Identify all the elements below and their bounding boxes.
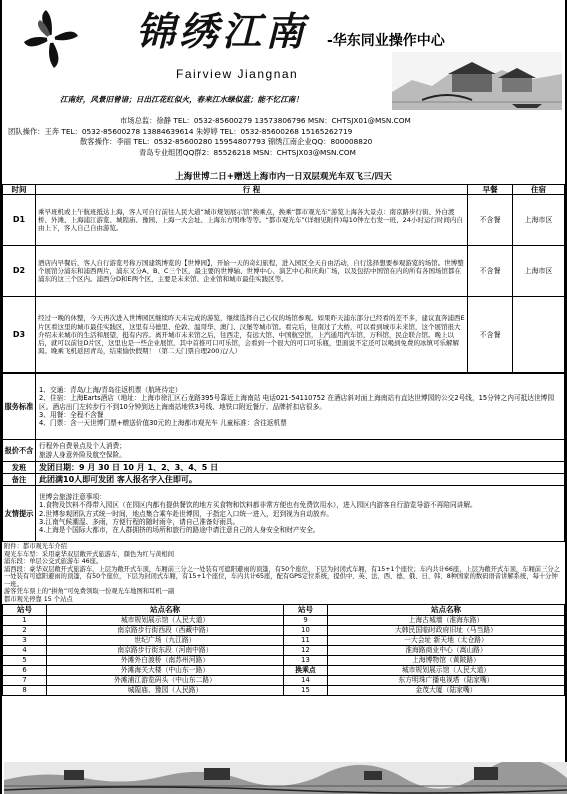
day-meal: 不含餐 [468, 195, 513, 246]
stop-name: 外滩海关大楼（中山东一路） [47, 665, 284, 675]
stop-no: 4 [3, 645, 47, 655]
contact-group-ops: 团队操作：王奔 TEL：0532-85600278 13884639614 朱婷婷 TEL：0532-85600268 15165262719 [8, 126, 353, 136]
stop-no: 12 [284, 645, 328, 655]
stop-name: 大韩民国临时政府旧址（马当路） [328, 625, 565, 635]
itinerary-row [3, 297, 565, 373]
day-number: D1 [3, 195, 36, 246]
route-header-row [3, 605, 565, 615]
info-line: 旅游人身意外险及航空保险。 [39, 450, 126, 459]
info-row-tips [3, 486, 565, 542]
table-row [3, 645, 565, 655]
day-description: 乘早班机或上午航班抵达上海，客人可自行前往人民大道“城市规划展示馆”换乘点，换乘“都市观光车”游览上海各大景点：南京路步行街、外白渡桥、外滩、上海浦江游览、城隍庙、豫园、上海一大会址、上海东方明珠等等。“都市观光车”(详细见附件)每10钟左右发一班、24小时运行时间内自由上下，客人自己自由游览。 [36, 195, 468, 246]
stop-name: 南京路步行街西段（西藏中路） [47, 625, 284, 635]
info-line: 世博会旅游注意事项： [39, 492, 106, 501]
header-itinerary: 行 程 [36, 185, 468, 195]
stop-no: 5 [3, 655, 47, 665]
stop-no: 7 [3, 675, 47, 685]
slogan: 江南好，风景旧曾谙；日出江花红似火，春来江水绿似蓝；能不忆江南！ [60, 95, 303, 104]
stop-no: 11 [284, 635, 328, 645]
info-line: 4.上海是个国际大都市，在人群拥挤的场所和旅行的路途中请注意自己的人身安全和财产安全。 [39, 526, 320, 535]
table-row [3, 665, 565, 675]
info-line: 2.世博参观团队方式统一时间，地点集合乘车赴世博园，于指定入口统一进入，迟到视为自动放弃。 [39, 509, 333, 518]
stop-name: 一大会址 新天地（太仓路） [328, 635, 565, 645]
contact-block [2, 115, 565, 171]
attachment-block [2, 542, 565, 604]
brand-subtitle: -华东同业操作中心 [327, 33, 445, 49]
stop-name: 金茂大厦（陆家嘴） [328, 685, 565, 695]
stop-no: 15 [284, 685, 328, 695]
stop-no: 换乘点 [284, 665, 328, 675]
stop-name: 淮海路商业中心（嵩山路） [328, 645, 565, 655]
stop-no: 2 [3, 625, 47, 635]
info-line: 2、住宿：上海Earts酒店（地址：上海市徐汇区石龙路395号靠近上海南站 电话021-54110752 在酒店斜对面上海南站有直达世博园的公交2号线，15分钟之内可抵达世博园区。酒店出门左转步行不到10分钟到达上海南站地铁3号线、地铁口附近餐厅、品牌折扣店很多。 [39, 394, 555, 411]
info-row-remarks [3, 474, 565, 486]
table-row [3, 635, 565, 645]
contact-fit-ops: 散客操作：李丽 TEL：0532-85600280 15954807793 锦绣江南企业QQ：800008820 [80, 137, 373, 146]
header-stop-no: 站号 [284, 605, 328, 615]
table-row [3, 685, 565, 695]
itinerary-header-row [3, 185, 565, 195]
attach-line: 浦西段：豪华双层敞开式旅游车，上层为敞开式车顶，车厢前三分之一处装有可遮阳避雨的顶篷，有50个座位，下层为封闭式车厢，有15+1个座位；车内共计66座，上层为敞开式车顶，车厢前三分之一处装有可遮阳避雨的顶篷，有50个座位，下层为封闭式车厢，有15+1个座位，车内共计65座，配有GPS定位系统，提供中、英、法、西、德、俄、日、韩、8种国家的数码语音讲解系统，每十分钟一班。 [4, 565, 560, 588]
day-meal: 不含餐 [468, 297, 513, 373]
stop-no: 8 [3, 685, 47, 695]
stop-name: 城市规划展示馆（人民大道） [47, 615, 284, 625]
info-line: 1.食物及饮料不得带入园区（在园区内都有提供餐饮的地方买食物和饮料都非常方便也有免费饮用水），进入园区内游客自行游览导游不再陪同讲解。 [39, 501, 477, 510]
info-row-service [3, 374, 565, 440]
header-stop-no: 站号 [3, 605, 47, 615]
info-row-exclusions [3, 440, 565, 462]
info-line: 1、交通：青岛/上海/青岛往返机票（航班待定） [39, 385, 182, 394]
water-town-scenery-icon [392, 52, 562, 110]
stop-no: 1 [3, 615, 47, 625]
attach-line: 观光车车型：采用豪华双层敞开式旅游车，颜色为红与黄相间 [4, 550, 175, 558]
info-label: 发班 [3, 462, 36, 474]
info-label: 报价不含 [3, 440, 36, 462]
day-hotel: 上海市区 [513, 246, 565, 297]
stop-name: 城市规划展示馆（人民大道） [328, 665, 565, 675]
itinerary-row [3, 195, 565, 246]
stop-name: 东方明珠广播电视塔（陆家嘴） [328, 675, 565, 685]
info-label: 备注 [3, 474, 36, 486]
stop-name: 外滩浦江游览码头（中山东二路） [47, 675, 284, 685]
info-label: 友情提示 [3, 486, 36, 542]
header-stop-name: 站点名称 [328, 605, 565, 615]
stop-name: 上海博物馆（黄陂路） [328, 655, 565, 665]
table-row [3, 655, 565, 665]
info-label: 服务标准 [3, 374, 36, 440]
stop-no: 10 [284, 625, 328, 635]
stop-no: 3 [3, 635, 47, 645]
flower-logo-icon [20, 8, 82, 70]
stop-no: 9 [284, 615, 328, 625]
day-description: 酒店内早餐后，客人自行游览号称万国建筑博览的【世博园】，开始一天的奇幻旅程，进入园区全天自由活动，自行选择想要参观游览的场馆。世博整个展馆分浦东和浦西两片，浦东又分A、B、C三个区，最主要的世博轴、世博中心、演艺中心和庆典广场，以及包括中国馆在内的所有各国场馆都在浦东的这三个区内。浦西分D和E两个区，主要是未来馆、企业馆和城市最佳实践区等。 [36, 246, 468, 297]
stop-no: 13 [284, 655, 328, 665]
stop-name: 外滩外白渡桥（南苏州河路） [47, 655, 284, 665]
day-hotel: 上海市区 [513, 195, 565, 246]
stop-no: 6 [3, 665, 47, 675]
service-info-table [2, 373, 565, 542]
day-description: 经过一晚的休整，今天再次进入世博园区继续昨天未完成的游览，继续选择自己心仪的场馆参观。如果昨天浦东部分已经看的差不多，建议直奔浦西E片区看这里的城市最佳实践区，这里有马德里、伦敦、温哥华、澳门、汉堡等城市馆。看完后，往南过了大桥，可以看到城市未来馆，这个展馆很大介绍未来城市的生活和展望，挺有内容。离开城市未来馆之后，往西走，有远大馆、中国航空馆，上汽通用汽车馆，万科馆，民企联合馆。晚上以后，就可以前往D片区，这里也是一些企业展馆，其中首推可口可乐馆，会看到一个很大的可口可乐瓶，里面说不定还可以喝到免费的冰镇可乐解解渴。晚乘飞机返回青岛，结束愉快假期！（第二天门票自理200元/人） [36, 297, 468, 373]
contact-qq-group: 青岛专业组团QQ群2：85526218 MSN：CHTSJX03@MSN.COM [139, 147, 356, 157]
header-banner [2, 0, 565, 115]
header-time: 时间 [3, 185, 36, 195]
tour-title: 上海世博二日+赠送上海市内一日双层观光车双飞三/四天 [175, 172, 392, 182]
stop-name: 南京路步行街东段（河南中路） [47, 645, 284, 655]
day-number: D2 [3, 246, 36, 297]
day-meal: 不含餐 [468, 246, 513, 297]
table-row [3, 615, 565, 625]
itinerary-row [3, 246, 565, 297]
info-line: 3.江南气候潮湿、多雨，方便行程的随时雨伞，请自己准备好雨具。 [39, 518, 240, 527]
day-number: D3 [3, 297, 36, 373]
info-content: 此团满10人即可发团 客人报名字入住即可。 [36, 474, 565, 486]
brand-name-cn: 锦绣江南 [136, 9, 309, 55]
stop-name: 上海古城墙（淮海东路） [328, 615, 565, 625]
attach-line: 都市观光停靠 15 个站点 [4, 595, 73, 603]
info-row-departure [3, 462, 565, 474]
header-meal: 早餐 [468, 185, 513, 195]
itinerary-table [2, 184, 565, 373]
header-hotel: 住宿 [513, 185, 565, 195]
contact-manager: 市场总监：徐静 TEL：0532-85600279 13573806796 MSN：CHTSJX01@MSN.COM [120, 116, 411, 125]
info-content: 发团日期：9 月 30 日 10 月 1、2、3、4、5 日 [36, 462, 565, 474]
table-row [3, 675, 565, 685]
info-line: 3、用餐：全程不含餐 [39, 411, 104, 420]
stop-name: 城隍庙、豫园（人民路） [47, 685, 284, 695]
waterfront-footer-icon [4, 762, 567, 794]
brand-name-en: Fairview Jiangnan [176, 67, 299, 81]
attach-line: 游客凭车票上的“拼角”可免费领取一份观光车地图和耳机一副 [4, 588, 175, 596]
attach-line: 附件：都市观光车介绍 [4, 543, 67, 551]
table-row [3, 625, 565, 635]
stop-name: 世纪广场（九江路） [47, 635, 284, 645]
info-content [36, 486, 565, 542]
attach-line: 浦东段：单层公交式旅游车 46座。 [4, 558, 103, 566]
info-content [36, 374, 565, 440]
info-line: 行程外自费景点及个人消费； [39, 442, 126, 451]
bus-stop-table [2, 604, 565, 695]
info-line: 4、门票：含一天世博门票+赠送价值30元的上海都市观光车 儿童标准：含往返机票 [39, 419, 287, 428]
stop-no: 14 [284, 675, 328, 685]
header-stop-name: 站点名称 [47, 605, 284, 615]
day-hotel [513, 297, 565, 373]
info-content [36, 440, 565, 462]
